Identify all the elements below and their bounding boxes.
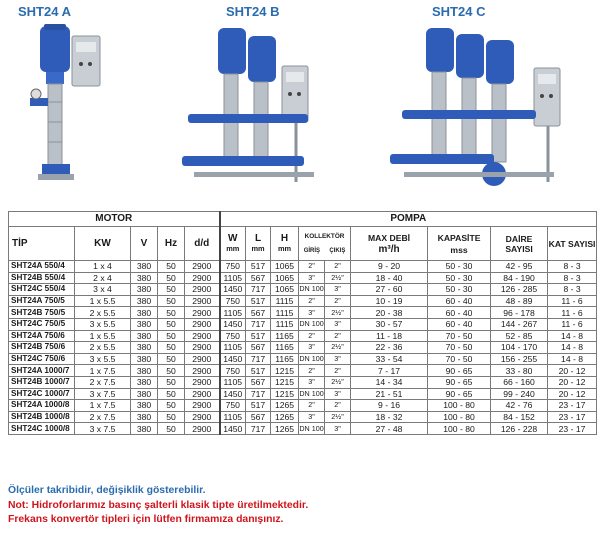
row-debi: 9 - 16 [351,400,428,412]
col-maxdebi-label: MAX DEBİ [368,232,411,243]
row-kat: 20 - 12 [548,376,597,388]
row-kw: 2 x 7.5 [75,411,131,423]
row-dd: 2900 [185,261,220,273]
row-kat: 11 - 6 [548,295,597,307]
row-w: 750 [220,400,246,412]
row-cikis: 2" [325,261,351,273]
row-kat: 11 - 6 [548,307,597,319]
row-kat: 14 - 8 [548,353,597,365]
row-kap: 60 - 40 [428,307,491,319]
row-tip: SHT24A 1000/8 [9,400,75,412]
row-kat: 8 - 3 [548,261,597,273]
row-debi: 27 - 60 [351,284,428,296]
row-cikis: 2½" [325,307,351,319]
row-giris: DN 100 [299,388,324,398]
col-daire: DAİRE SAYISI [491,227,548,261]
row-v: 380 [131,272,158,284]
row-w: 1105 [220,272,246,284]
row-w: 1105 [220,411,246,423]
row-kat: 8 - 3 [548,284,597,296]
row-giris: 2" [299,365,325,377]
row-hz: 50 [158,318,185,330]
row-debi: 22 - 36 [351,342,428,354]
col-cikis: ÇIKIŞ [329,247,346,254]
row-w: 750 [220,261,246,273]
row-l: 517 [246,261,271,273]
row-giris: 2" [299,400,325,412]
row-w: 1105 [220,376,246,388]
row-kap: 90 - 65 [428,388,491,400]
row-daire: 42 - 76 [491,400,548,412]
row-h: 1165 [271,342,299,354]
row-cikis: 2" [325,295,351,307]
table-row [9,411,597,423]
row-debi: 33 - 54 [351,353,428,365]
row-kw: 3 x 5.5 [75,353,131,365]
row-kat: 23 - 17 [548,423,597,435]
row-v: 380 [131,318,158,330]
table-row [9,295,597,307]
row-tip: SHT24C 550/4 [9,284,75,296]
table-row [9,261,597,273]
pump-image-c [384,22,574,205]
pump-image-b [178,22,328,205]
row-l: 717 [246,388,271,400]
row-w: 1450 [220,318,246,330]
table-row [9,330,597,342]
col-kollektor [299,227,351,261]
row-kap: 70 - 50 [428,342,491,354]
row-h: 1215 [271,376,299,388]
row-w: 1450 [220,284,246,296]
row-hz: 50 [158,272,185,284]
row-giris: DN 100 [299,354,324,364]
row-w: 1450 [220,353,246,365]
row-kw: 3 x 4 [75,284,131,296]
row-dd: 2900 [185,411,220,423]
row-tip: SHT24C 1000/8 [9,423,75,435]
col-hz: Hz [158,227,185,261]
spec-table-wrap [8,211,596,435]
spec-table-body [9,261,597,435]
row-cikis: 2" [325,330,351,342]
row-daire: 66 - 160 [491,376,548,388]
row-dd: 2900 [185,353,220,365]
row-hz: 50 [158,423,185,435]
row-w: 1105 [220,342,246,354]
row-cikis: 2½" [325,411,351,423]
col-h-label: H [280,232,289,244]
row-tip: SHT24B 750/5 [9,307,75,319]
row-daire: 104 - 170 [491,342,548,354]
row-hz: 50 [158,353,185,365]
col-w-label: W [228,232,238,244]
row-l: 517 [246,330,271,342]
row-kw: 1 x 4 [75,261,131,273]
row-w: 1105 [220,307,246,319]
group-pompa: POMPA [220,212,597,227]
row-hz: 50 [158,307,185,319]
row-tip: SHT24C 750/5 [9,318,75,330]
table-row [9,342,597,354]
row-v: 380 [131,284,158,296]
row-kap: 90 - 65 [428,365,491,377]
row-h: 1115 [271,307,299,319]
row-cikis: 2½" [325,272,351,284]
row-w: 750 [220,330,246,342]
row-kw: 1 x 5.5 [75,295,131,307]
row-kap: 70 - 50 [428,330,491,342]
row-l: 567 [246,272,271,284]
col-kapasite-label: KAPASİTE [437,232,481,243]
col-kollektor-label: KOLLEKTÖR [304,232,345,240]
table-row [9,388,597,400]
row-h: 1265 [271,400,299,412]
row-debi: 21 - 51 [351,388,428,400]
row-tip: SHT24C 750/6 [9,353,75,365]
row-v: 380 [131,365,158,377]
row-kw: 1 x 7.5 [75,365,131,377]
row-cikis: 2½" [325,376,351,388]
row-kat: 20 - 12 [548,365,597,377]
col-l-label: L [254,232,262,244]
row-dd: 2900 [185,295,220,307]
row-dd: 2900 [185,284,220,296]
row-debi: 14 - 34 [351,376,428,388]
row-v: 380 [131,388,158,400]
row-cikis: 2" [325,365,351,377]
row-l: 717 [246,284,271,296]
product-title-a: SHT24 A [18,4,71,19]
row-kap: 60 - 40 [428,295,491,307]
row-v: 380 [131,330,158,342]
row-debi: 10 - 19 [351,295,428,307]
row-h: 1115 [271,295,299,307]
row-kap: 100 - 80 [428,423,491,435]
col-kw: KW [75,227,131,261]
row-daire: 96 - 178 [491,307,548,319]
row-cikis: 3" [325,353,351,365]
row-h: 1165 [271,330,299,342]
row-giris: 3" [299,272,325,284]
row-kw: 1 x 5.5 [75,330,131,342]
table-row [9,318,597,330]
row-kw: 3 x 5.5 [75,318,131,330]
row-hz: 50 [158,342,185,354]
row-kw: 2 x 4 [75,272,131,284]
row-kap: 100 - 80 [428,411,491,423]
row-h: 1065 [271,272,299,284]
row-giris: 3" [299,307,325,319]
col-giris: GİRİŞ [303,247,321,254]
col-maxdebi [351,227,428,261]
row-kw: 2 x 7.5 [75,376,131,388]
row-dd: 2900 [185,365,220,377]
row-daire: 126 - 285 [491,284,548,296]
row-tip: SHT24B 550/4 [9,272,75,284]
table-row [9,376,597,388]
row-daire: 126 - 228 [491,423,548,435]
row-hz: 50 [158,295,185,307]
row-kw: 2 x 5.5 [75,307,131,319]
row-w: 1450 [220,423,246,435]
row-v: 380 [131,400,158,412]
row-l: 517 [246,295,271,307]
row-hz: 50 [158,400,185,412]
row-l: 517 [246,365,271,377]
row-giris: 3" [299,342,325,354]
row-cikis: 3" [325,423,351,435]
row-v: 380 [131,423,158,435]
row-w: 1450 [220,388,246,400]
row-dd: 2900 [185,388,220,400]
row-hz: 50 [158,376,185,388]
row-hz: 50 [158,261,185,273]
row-h: 1065 [271,284,299,296]
row-h: 1115 [271,318,299,330]
row-debi: 30 - 57 [351,318,428,330]
row-giris: 2" [299,330,325,342]
row-tip: SHT24C 1000/7 [9,388,75,400]
row-giris: DN 100 [299,319,324,329]
row-giris: 3" [299,411,325,423]
row-h: 1215 [271,388,299,400]
row-kat: 11 - 6 [548,318,597,330]
row-debi: 9 - 20 [351,261,428,273]
row-daire: 33 - 80 [491,365,548,377]
row-kap: 100 - 80 [428,400,491,412]
row-debi: 18 - 32 [351,411,428,423]
product-title-b: SHT24 B [226,4,280,19]
row-v: 380 [131,342,158,354]
table-row [9,284,597,296]
row-dd: 2900 [185,318,220,330]
group-motor: MOTOR [9,212,220,227]
row-kw: 1 x 7.5 [75,400,131,412]
notes [8,484,598,528]
row-debi: 18 - 40 [351,272,428,284]
row-debi: 7 - 17 [351,365,428,377]
row-cikis: 2½" [325,342,351,354]
row-h: 1215 [271,365,299,377]
note-measurements: Ölçüler takribidir, değişiklik gösterebilir. [8,485,206,496]
row-v: 380 [131,376,158,388]
row-tip: SHT24A 1000/7 [9,365,75,377]
row-kw: 3 x 7.5 [75,423,131,435]
row-daire: 99 - 240 [491,388,548,400]
row-h: 1265 [271,423,299,435]
row-dd: 2900 [185,423,220,435]
table-row [9,423,597,435]
col-kapasite-unit: mss [450,244,468,255]
row-kap: 50 - 30 [428,272,491,284]
row-dd: 2900 [185,342,220,354]
row-h: 1265 [271,411,299,423]
row-l: 717 [246,318,271,330]
row-l: 717 [246,353,271,365]
row-giris: 2" [299,261,325,273]
row-hz: 50 [158,284,185,296]
row-daire: 84 - 190 [491,272,548,284]
row-cikis: 2" [325,400,351,412]
row-w: 750 [220,295,246,307]
product-title-c: SHT24 C [432,4,486,19]
row-v: 380 [131,307,158,319]
row-tip: SHT24B 1000/7 [9,376,75,388]
row-daire: 144 - 267 [491,318,548,330]
row-h: 1065 [271,261,299,273]
row-l: 567 [246,411,271,423]
row-kat: 8 - 3 [548,272,597,284]
row-l: 517 [246,400,271,412]
col-dd: d/d [185,227,220,261]
row-giris: DN 100 [299,284,324,294]
row-tip: SHT24A 550/4 [9,261,75,273]
row-hz: 50 [158,388,185,400]
product-images [0,22,604,205]
table-row [9,272,597,284]
row-kat: 23 - 17 [548,411,597,423]
row-kat: 14 - 8 [548,330,597,342]
row-kw: 3 x 7.5 [75,388,131,400]
row-w: 750 [220,365,246,377]
col-h-unit: mm [277,243,292,253]
row-l: 567 [246,307,271,319]
row-giris: 3" [299,376,325,388]
row-hz: 50 [158,411,185,423]
row-giris: 2" [299,295,325,307]
row-tip: SHT24A 750/5 [9,295,75,307]
pump-image-a [16,22,116,205]
row-kap: 50 - 30 [428,284,491,296]
row-cikis: 3" [325,388,351,400]
col-v: V [131,227,158,261]
row-daire: 84 - 152 [491,411,548,423]
row-hz: 50 [158,365,185,377]
note-pressure-switch: Not: Hidroforlarımız basınç şalterli klasik tipte üretilmektedir. [8,499,309,511]
row-cikis: 3" [325,318,351,330]
col-tip: TİP [9,227,75,261]
row-tip: SHT24B 750/6 [9,342,75,354]
row-dd: 2900 [185,400,220,412]
row-cikis: 3" [325,284,351,296]
row-daire: 156 - 255 [491,353,548,365]
col-l [246,227,271,261]
col-w [220,227,246,261]
row-tip: SHT24A 750/6 [9,330,75,342]
row-giris: DN 100 [299,423,324,433]
note-frequency-converter: Frekans konvertör tipleri için lütfen firmamıza danışınız. [8,514,284,525]
col-kapasite [428,227,491,261]
row-dd: 2900 [185,307,220,319]
row-debi: 20 - 38 [351,307,428,319]
row-l: 567 [246,376,271,388]
row-dd: 2900 [185,272,220,284]
row-kat: 14 - 8 [548,342,597,354]
row-kap: 70 - 50 [428,353,491,365]
row-dd: 2900 [185,330,220,342]
row-dd: 2900 [185,376,220,388]
table-row [9,365,597,377]
row-v: 380 [131,295,158,307]
table-row [9,307,597,319]
row-v: 380 [131,353,158,365]
row-l: 567 [246,342,271,354]
row-daire: 48 - 89 [491,295,548,307]
col-maxdebi-unit: m³/h [378,243,400,255]
row-hz: 50 [158,330,185,342]
product-titles [0,0,604,24]
row-debi: 11 - 18 [351,330,428,342]
table-row [9,400,597,412]
row-debi: 27 - 48 [351,423,428,435]
spec-table [8,211,597,435]
row-kw: 2 x 5.5 [75,342,131,354]
col-w-unit: mm [226,243,240,253]
row-v: 380 [131,261,158,273]
row-v: 380 [131,411,158,423]
col-l-unit: mm [251,243,265,253]
col-kat: KAT SAYISI [548,227,597,261]
row-kat: 23 - 17 [548,400,597,412]
col-h [271,227,299,261]
row-kap: 50 - 30 [428,261,491,273]
row-h: 1165 [271,353,299,365]
row-tip: SHT24B 1000/8 [9,411,75,423]
row-kat: 20 - 12 [548,388,597,400]
row-daire: 52 - 85 [491,330,548,342]
row-daire: 42 - 95 [491,261,548,273]
table-row [9,353,597,365]
row-kap: 90 - 65 [428,376,491,388]
row-kap: 60 - 40 [428,318,491,330]
row-l: 717 [246,423,271,435]
